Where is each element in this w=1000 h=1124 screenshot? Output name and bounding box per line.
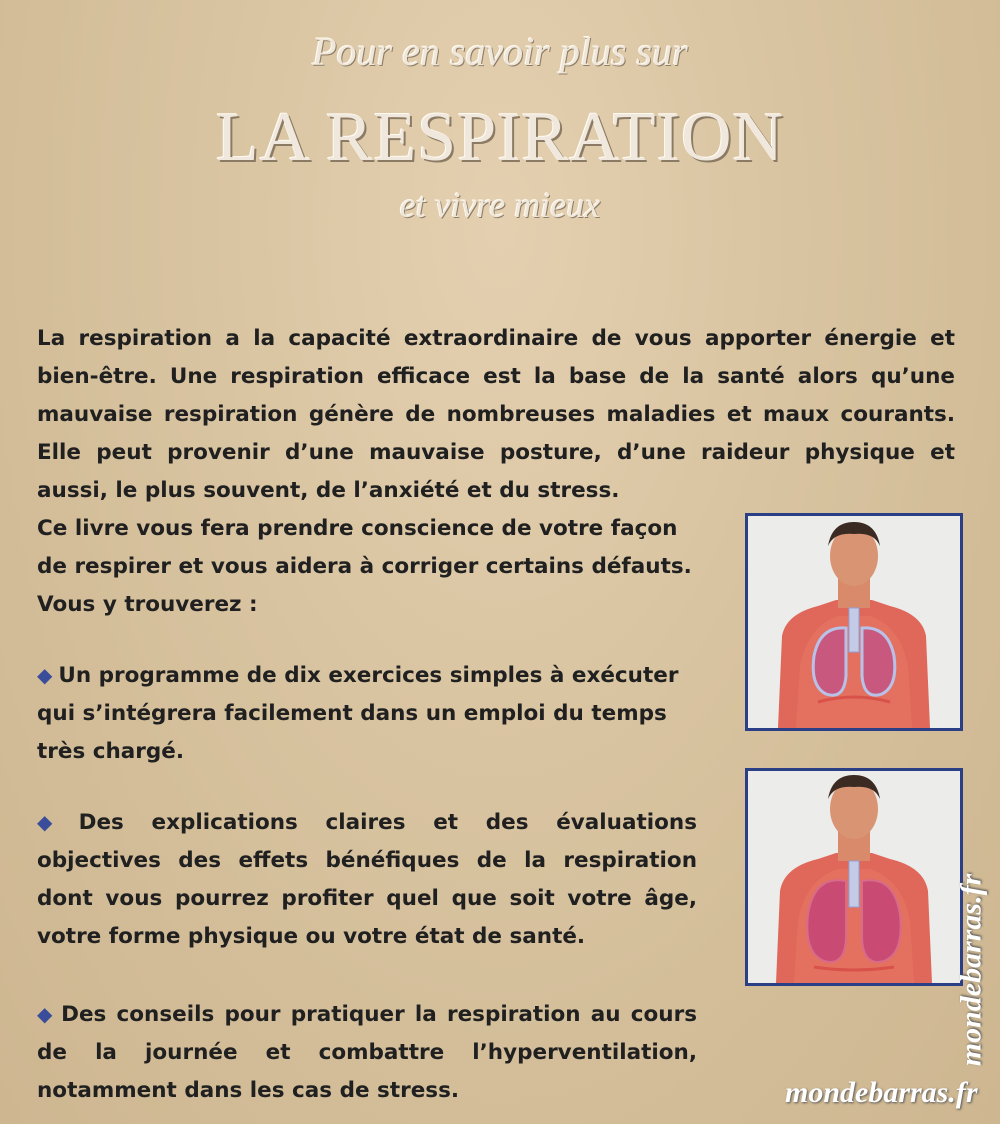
intro-lead-text: Ce livre vous fera prendre conscience de votre façon de respirer et vous aidera à corriger certains défauts. Vous y trouverez : xyxy=(37,516,692,617)
torso-lungs-exhale-illustration xyxy=(745,513,963,731)
torso-lungs-inhale-illustration xyxy=(745,768,963,986)
diamond-bullet-icon: ◆ xyxy=(37,663,53,687)
diamond-bullet-icon: ◆ xyxy=(37,1002,56,1026)
diamond-bullet-icon: ◆ xyxy=(37,810,73,834)
bullet-item xyxy=(37,656,697,771)
bullet-text: Des explications claires et des évaluations objectives des effets bénéfiques de la respiration dont vous pourrez profiter quel que soit votre âge, votre forme physique ou votre état de santé. xyxy=(37,810,698,949)
watermark-vertical-text: mondebarras.fr xyxy=(954,873,987,1067)
bullet-text: Des conseils pour pratiquer la respiration au cours de la journée et combattre l’hyperventilation, notamment dans les cas de stress. xyxy=(37,1002,697,1103)
book-title: LA RESPIRATION xyxy=(215,99,785,176)
bullet-item xyxy=(37,995,697,1110)
left-column xyxy=(37,510,697,956)
watermark-vertical xyxy=(951,870,991,1070)
bullet-item xyxy=(37,803,697,956)
watermark-horizontal: mondebarras.fr xyxy=(785,1076,978,1109)
book-subtitle: et vivre mieux xyxy=(399,185,601,225)
bullet-text: Un programme de dix exercices simples à exécuter qui s’intégrera facilement dans un emploi du temps très chargé. xyxy=(37,663,679,764)
intro-text: La respiration a la capacité extraordinaire de vous apporter énergie et bien-être. Une respiration efficace est la base de la santé alors qu’une mauvaise respiration génère de nombreuses maladies et maux courants. Elle peut provenir d’une mauvaise posture, d’une raideur physique et aussi, le plus souvent, de l’anxiété et du stress. xyxy=(37,326,955,503)
intro-paragraph xyxy=(37,320,955,510)
kicker-text: Pour en savoir plus sur xyxy=(312,29,688,74)
